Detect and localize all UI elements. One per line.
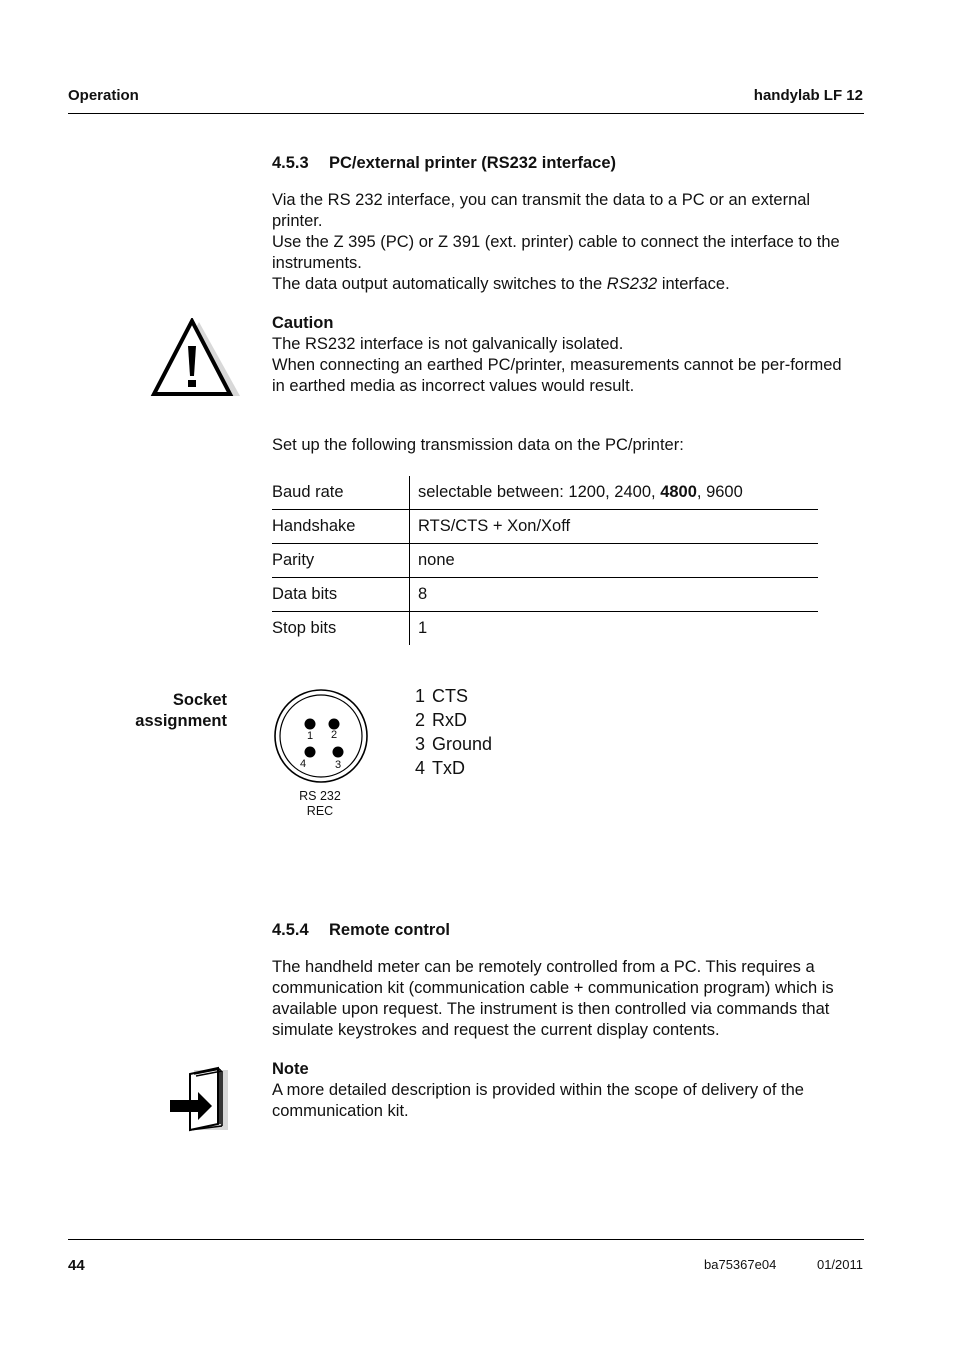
footer-rule — [68, 1239, 864, 1240]
pin-number: 3 — [415, 734, 426, 754]
pin-signal: CTS — [432, 686, 468, 706]
header-rule — [68, 113, 864, 114]
table-row — [272, 612, 818, 646]
list-item — [415, 684, 492, 708]
table-row — [272, 476, 818, 510]
section-4-5-4-body: The handheld meter can be remotely controlled from a PC. This requires a communication kit (communication cable + communication program) which is available upon request. The instrument is then controlled via commands that simulate keystrokes and request the current display contents. — [272, 958, 834, 1039]
warning-triangle-icon — [150, 318, 240, 398]
table-cell-label: Stop bits — [272, 612, 410, 646]
pin-number: 1 — [307, 730, 314, 742]
table-cell-label: Parity — [272, 544, 410, 578]
table-cell-value — [410, 476, 819, 510]
note-text: A more detailed description is provided within the scope of delivery of the communication kit. — [272, 1081, 804, 1120]
caution-title: Caution — [272, 314, 334, 332]
pin-number: 3 — [335, 759, 342, 771]
table-cell-value: 8 — [410, 578, 819, 612]
paragraph-output — [272, 274, 860, 295]
table-row — [272, 544, 818, 578]
pin-signal: RxD — [432, 710, 467, 730]
socket-assignment-label — [135, 690, 227, 732]
pin-number: 2 — [415, 710, 426, 730]
pin-number: 4 — [415, 758, 426, 778]
section-number: 4.5.4 — [272, 921, 309, 939]
transmission-settings-table — [272, 476, 818, 645]
note-title: Note — [272, 1060, 309, 1078]
text-run: interface. — [657, 275, 730, 293]
paragraph: Via the RS 232 interface, you can transmit the data to a PC or an external printer. — [272, 191, 811, 230]
page-number: 44 — [68, 1257, 85, 1274]
pin-signal: TxD — [432, 758, 465, 778]
table-row — [272, 510, 818, 544]
socket-caption — [280, 789, 360, 819]
rs232-socket-diagram — [272, 688, 370, 784]
note-block — [272, 1059, 852, 1122]
caution-line: The RS232 interface is not galvanically isolated. — [272, 335, 624, 353]
running-header-section: Operation — [68, 87, 139, 104]
caution-block — [272, 313, 842, 397]
book-arrow-icon — [168, 1066, 230, 1132]
table-cell-label: Handshake — [272, 510, 410, 544]
table-row — [272, 578, 818, 612]
caption-line: REC — [306, 804, 334, 818]
table-cell-value: RTS/CTS + Xon/Xoff — [410, 510, 819, 544]
document-code: ba75367e04 — [704, 1257, 777, 1272]
running-header-product: handylab LF 12 — [753, 87, 863, 104]
table-cell-label: Data bits — [272, 578, 410, 612]
section-number: 4.5.3 — [272, 154, 309, 172]
section-heading-4-5-3 — [272, 154, 616, 173]
list-item — [415, 708, 492, 732]
text-run: selectable between: 1200, 2400, — [418, 483, 661, 501]
section-4-5-3-body — [272, 190, 860, 295]
section-heading-4-5-4 — [272, 921, 450, 940]
list-item — [415, 756, 492, 780]
caution-line: When connecting an earthed PC/printer, measurements cannot be per-formed in earthed media as incorrect values would result. — [272, 356, 842, 395]
document-date: 01/2011 — [816, 1257, 863, 1272]
label-line: assignment — [135, 712, 227, 730]
list-item — [415, 732, 492, 756]
text-run: The data output automatically switches to the — [272, 275, 607, 293]
interface-name: RS232 — [606, 275, 658, 293]
pin-number: 4 — [300, 758, 307, 770]
caption-line: RS 232 — [299, 789, 341, 803]
default-baud: 4800 — [660, 483, 697, 501]
pin-signal: Ground — [432, 734, 493, 754]
table-cell-label: Baud rate — [272, 483, 344, 501]
section-title: PC/external printer (RS232 interface) — [329, 154, 617, 172]
pin-number: 1 — [415, 686, 426, 706]
pin-assignment-list — [415, 684, 492, 780]
pin-number: 2 — [331, 729, 338, 741]
paragraph: Use the Z 395 (PC) or Z 391 (ext. printer) cable to connect the interface to the instruments. — [272, 233, 840, 272]
section-title: Remote control — [329, 921, 451, 939]
table-cell-value: none — [410, 544, 819, 578]
text-run: , 9600 — [696, 483, 743, 501]
setup-intro: Set up the following transmission data on the PC/printer: — [272, 436, 684, 454]
table-cell-value: 1 — [410, 612, 819, 646]
label-line: Socket — [172, 691, 227, 709]
